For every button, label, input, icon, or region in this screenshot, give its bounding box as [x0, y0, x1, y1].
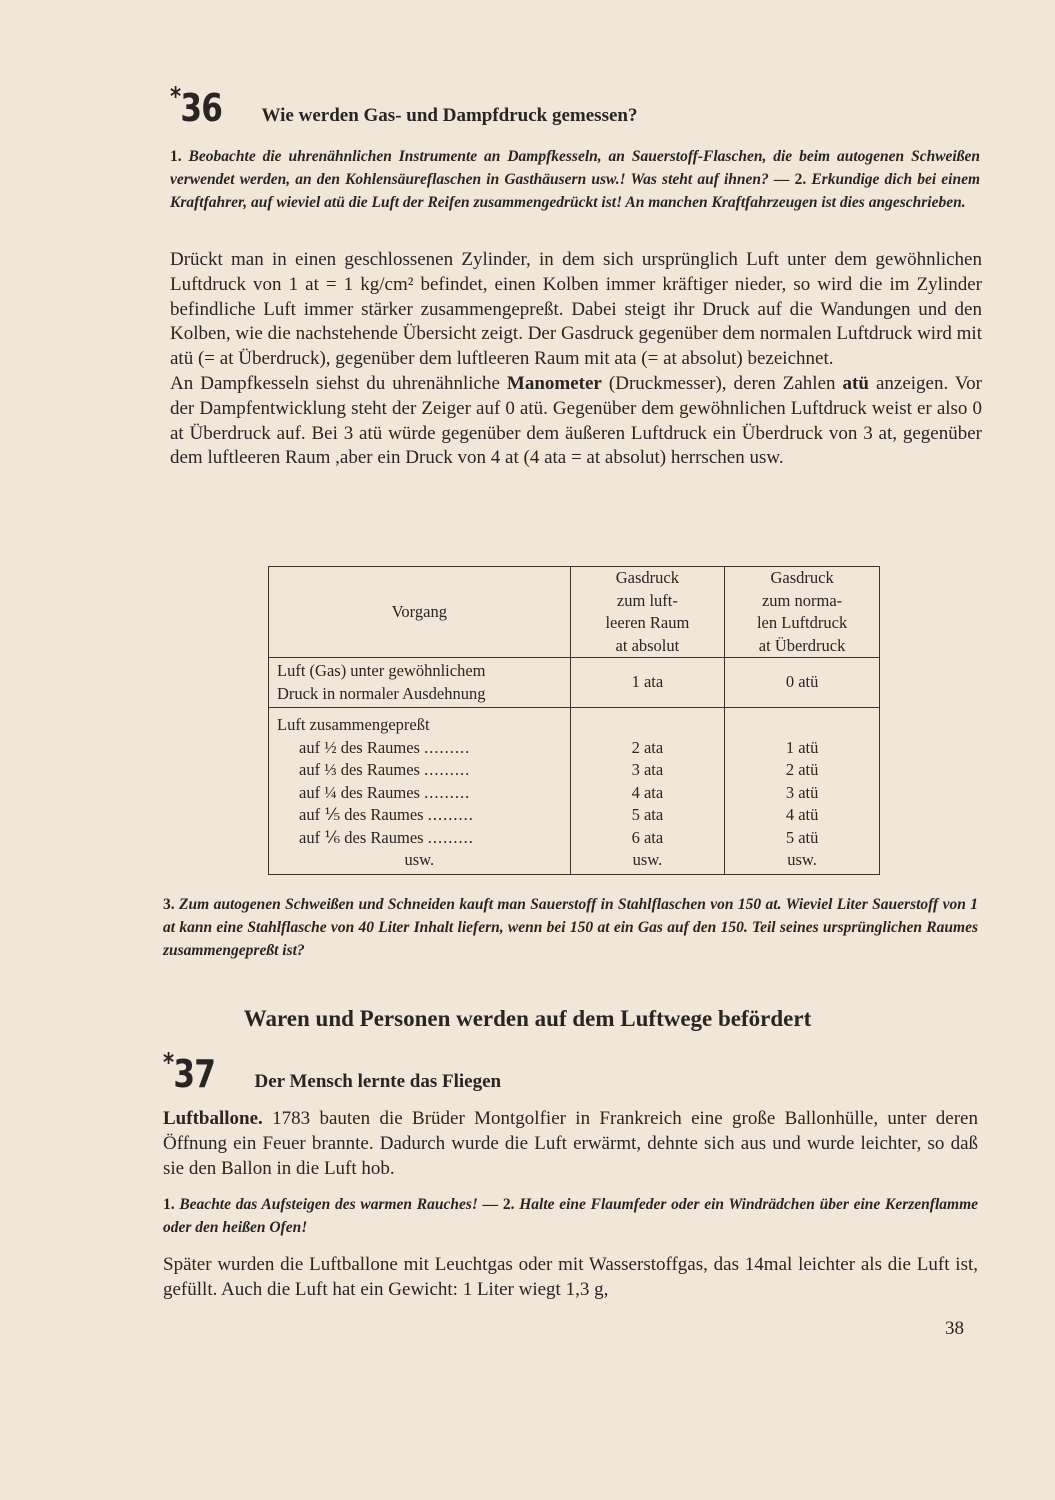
column-header: Gasdruck zum norma- len Luftdruck at Überdruck [725, 567, 880, 658]
section-title: Der Mensch lernte das Fliegen [254, 1071, 502, 1092]
group-label: Luft zusammengepreßt [277, 715, 430, 734]
table-cell [269, 708, 571, 875]
paragraph: Später wurden die Luftballone mit Leuchtgas oder mit Wasserstoffgas, das 14mal leichter als die Luft ist, gefüllt. Auch die Luft hat ein Gewicht: 1 Liter wiegt 1,3 g, [163, 1254, 978, 1300]
row-label: auf ⅓ des Raumes ......... [299, 760, 471, 779]
task-block-4 [163, 1193, 978, 1239]
body-text-1 [170, 248, 982, 471]
section-number: *37 [163, 1048, 216, 1096]
table-cell: Luft (Gas) unter gewöhnlichem Druck in normaler Ausdehnung [269, 658, 571, 708]
row-label: auf ⅕ des Raumes ......... [299, 805, 474, 824]
task-text: Beobachte die uhrenähnlichen Instrumente an Dampfkesseln, an Sauerstoff-Flaschen, die beim autogenen Schweißen verwendet werden, an den Kohlensäureflaschen in Gasthäusern usw.! Was steht auf ihnen? — [170, 148, 980, 188]
section-36-heading [170, 82, 638, 130]
task-text: Beachte das Aufsteigen des warmen Rauches! — [179, 1196, 499, 1213]
task-number: 3. [163, 896, 175, 913]
body-text-2 [163, 1107, 978, 1181]
task-text: Halte eine Flaumfeder oder ein Windrädchen über eine Kerzenflamme oder den heißen Ofen! [163, 1196, 979, 1236]
section-number: *36 [170, 82, 223, 130]
page-number: 38 [945, 1318, 964, 1339]
task-number: 1. [163, 1196, 175, 1213]
table-cell: 0 atü [725, 658, 880, 708]
table-cell: 2 ata 3 ata 4 ata 5 ata 6 ata usw. [570, 708, 725, 875]
paragraph: Drückt man in einen geschlossenen Zylinder, in dem sich ursprünglich Luft unter dem gewöhnlichen Luftdruck von 1 at = 1 kg/cm² befindet, einen Kolben immer kräftiger nieder, so wird die im Zylinder befindliche Luft immer stärker zusammengepreßt. Dabei steigt ihr Druck auf die Wandungen und den Kolben, wie die nachstehende Übersicht zeigt. Der Gasdruck gegenüber dem normalen Luftdruck wird mit atü (= at Überdruck), gegenüber dem luftleeren Raum mit ata (= at absolut) bezeichnet. [170, 249, 982, 370]
chapter-heading: Waren und Personen werden auf dem Luftwege befördert [243, 1006, 812, 1031]
task-number: 2. [502, 1196, 515, 1213]
table-row [269, 708, 880, 875]
table-cell: 1 ata [570, 658, 725, 708]
row-label: auf ⅙ des Raumes ......... [299, 827, 474, 847]
table-row [269, 658, 880, 708]
column-header: Vorgang [269, 567, 571, 658]
row-label: auf ¼ des Raumes ......... [299, 782, 471, 802]
task-number: 1. [170, 148, 182, 165]
task-text: Zum autogenen Schweißen und Schneiden kauft man Sauerstoff in Stahlflaschen von 150 at. Wieviel Liter Sauerstoff von 1 at kann eine Stahlflasche von 40 Liter Inhalt liefern, wenn bei 150 at ein Gas auf den 150. Teil seines ursprünglichen Raumes zusammengepreßt ist? [163, 896, 979, 959]
paragraph: Luftballone. 1783 bauten die Brüder Montgolfier in Frankreich eine große Ballonhülle, unter deren Öffnung ein Feuer brannte. Dadurch wurde die Luft erwärmt, dehnte sich aus und wurde leichter, so daß sie den Ballon in die Luft hob. [163, 1108, 978, 1179]
paragraph: An Dampfkesseln siehst du uhrenähnliche Manometer (Druckmesser), deren Zahlen atü anzeigen. Vor der Dampfentwicklung steht der Zeiger auf 0 atü. Gegenüber dem gewöhnlichen Luftdruck weist er also 0 at Überdruck auf. Bei 3 atü würde gegenüber dem äußeren Luftdruck ein Überdruck von 3 at, gegenüber dem luftleeren Raum ,aber ein Druck von 4 at (4 ata = at absolut) herrschen usw. [170, 372, 983, 469]
pressure-table [268, 566, 880, 875]
column-header: Gasdruck zum luft- leeren Raum at absolut [570, 567, 725, 658]
task-block-1 [170, 145, 980, 214]
task-number: 2. [794, 171, 807, 188]
task-block-3 [163, 893, 978, 962]
section-37-heading [163, 1048, 502, 1096]
row-label: usw. [404, 850, 435, 869]
row-label: auf ½ des Raumes ......... [299, 737, 471, 757]
body-text-3 [163, 1253, 978, 1303]
task-text: Erkundige dich bei einem Kraftfahrer, auf wieviel atü die Luft der Reifen zusammengedrückt ist! An manchen Kraftfahrzeugen ist dies angeschrieben. [170, 171, 981, 211]
table-cell: 1 atü 2 atü 3 atü 4 atü 5 atü usw. [725, 708, 880, 875]
table-header-row [269, 567, 880, 658]
section-title: Wie werden Gas- und Dampfdruck gemessen? [261, 105, 638, 126]
